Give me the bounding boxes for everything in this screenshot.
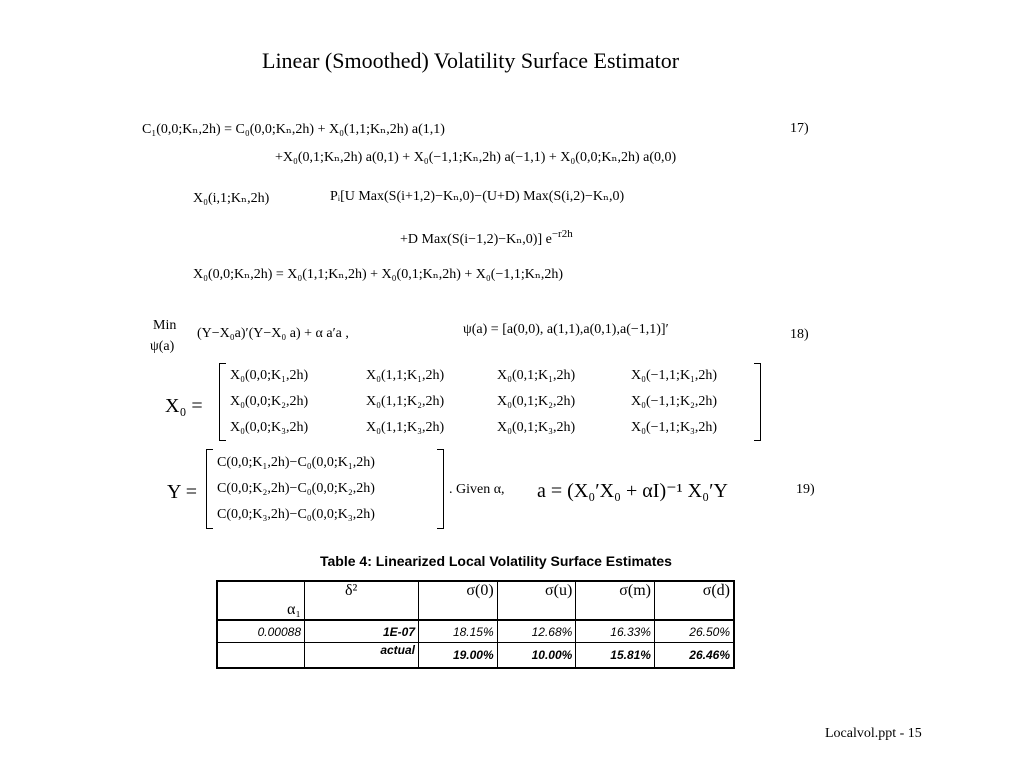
- table-cell: 1E-07: [305, 620, 419, 643]
- table-cell: 19.00%: [419, 643, 498, 669]
- header-sigma-m: σ(m): [576, 581, 655, 620]
- x0-matrix-cell: X₀(1,1;K₃,2h): [366, 420, 445, 435]
- x0-matrix-cell: X₀(0,1;K₃,2h): [497, 420, 576, 435]
- x0-matrix-cell: X₀(1,1;K₂,2h): [366, 394, 445, 409]
- equation-19-number: 19): [796, 482, 815, 497]
- header-sigma-d: σ(d): [654, 581, 734, 620]
- header-sigma-0: σ(0): [419, 581, 498, 620]
- x0-matrix-left-bracket: [219, 363, 226, 441]
- equation-18-number: 18): [790, 327, 809, 342]
- x0-matrix-cell: X₀(0,0;K₂,2h): [230, 394, 309, 409]
- header-sigma-u: σ(u): [497, 581, 576, 620]
- page-title: Linear (Smoothed) Volatility Surface Estimator: [262, 48, 680, 73]
- x0-matrix-right-bracket: [754, 363, 761, 441]
- x0-matrix-cell: X₀(−1,1;K₃,2h): [631, 420, 718, 435]
- table-cell: 16.33%: [576, 620, 655, 643]
- table-caption: Table 4: Linearized Local Volatility Surface Estimates: [320, 553, 672, 569]
- x0-matrix-cell: X₀(0,1;K₁,2h): [497, 368, 576, 383]
- y-vector-row: C(0,0;K₃,2h)−C₀(0,0;K₃,2h): [217, 507, 375, 522]
- slide-footer: Localvol.ppt - 15: [825, 726, 922, 741]
- results-table: [216, 580, 735, 669]
- table-cell: [217, 643, 305, 669]
- min-label: Min: [153, 318, 177, 333]
- table-cell: 10.00%: [497, 643, 576, 669]
- table-header-row: [217, 581, 734, 620]
- equation-17-line1: C₁(0,0;Kₙ,2h) = C₀(0,0;Kₙ,2h) + X₀(1,1;Kₙ,2h) a(1,1): [142, 122, 445, 137]
- y-vector-left-bracket: [206, 449, 213, 529]
- x0-definition-rhs-line2-text: +D Max(S(i−1,2)−Kₙ,0)] e: [400, 232, 552, 247]
- y-vector-lhs: Y =: [167, 481, 197, 503]
- x0-matrix-lhs: X₀ =: [165, 395, 203, 417]
- header-delta: δ²: [305, 581, 419, 620]
- table-cell: 15.81%: [576, 643, 655, 669]
- x0-definition-rhs-line2: [400, 228, 573, 248]
- table-cell: 18.15%: [419, 620, 498, 643]
- objective-function: (Y−X₀a)′(Y−X₀ a) + α a′a ,: [197, 326, 349, 341]
- y-vector-row: C(0,0;K₁,2h)−C₀(0,0;K₁,2h): [217, 455, 375, 470]
- x0-matrix-cell: X₀(0,0;K₃,2h): [230, 420, 309, 435]
- x0-matrix-cell: X₀(1,1;K₁,2h): [366, 368, 445, 383]
- x0-definition-rhs-line1: Pᵢ[U Max(S(i+1,2)−Kₙ,0)−(U+D) Max(S(i,2)−Kₙ,0): [330, 189, 625, 204]
- x0-matrix-cell: X₀(0,1;K₂,2h): [497, 394, 576, 409]
- table-cell: 12.68%: [497, 620, 576, 643]
- table-cell: 26.50%: [654, 620, 734, 643]
- header-alpha: α₁: [217, 581, 305, 620]
- table-row: [217, 643, 734, 669]
- x0-sum-identity: X₀(0,0;Kₙ,2h) = X₀(1,1;Kₙ,2h) + X₀(0,1;Kₙ,2h) + X₀(−1,1;Kₙ,2h): [193, 267, 564, 282]
- discount-exponent: −r2h: [551, 228, 573, 240]
- y-vector-right-bracket: [437, 449, 444, 529]
- solution-formula: a = (X₀′X₀ + αI)⁻¹ X₀′Y: [537, 480, 728, 502]
- equation-17-number: 17): [790, 121, 809, 136]
- table-cell: 0.00088: [217, 620, 305, 643]
- equation-17-line2: +X₀(0,1;Kₙ,2h) a(0,1) + X₀(−1,1;Kₙ,2h) a(−1,1) + X₀(0,0;Kₙ,2h) a(0,0): [275, 150, 677, 165]
- min-variable: ψ(a): [150, 339, 175, 354]
- table-row: [217, 620, 734, 643]
- x0-definition-lhs: X₀(i,1;Kₙ,2h): [193, 191, 270, 206]
- x0-matrix-cell: X₀(−1,1;K₁,2h): [631, 368, 718, 383]
- y-vector-row: C(0,0;K₂,2h)−C₀(0,0;K₂,2h): [217, 481, 375, 496]
- table-cell: 26.46%: [654, 643, 734, 669]
- given-alpha: . Given α,: [449, 482, 505, 497]
- table-cell: actual: [305, 643, 419, 669]
- x0-matrix-cell: X₀(0,0;K₁,2h): [230, 368, 309, 383]
- psi-definition: ψ(a) = [a(0,0), a(1,1),a(0,1),a(−1,1)]′: [463, 322, 669, 337]
- x0-matrix-cell: X₀(−1,1;K₂,2h): [631, 394, 718, 409]
